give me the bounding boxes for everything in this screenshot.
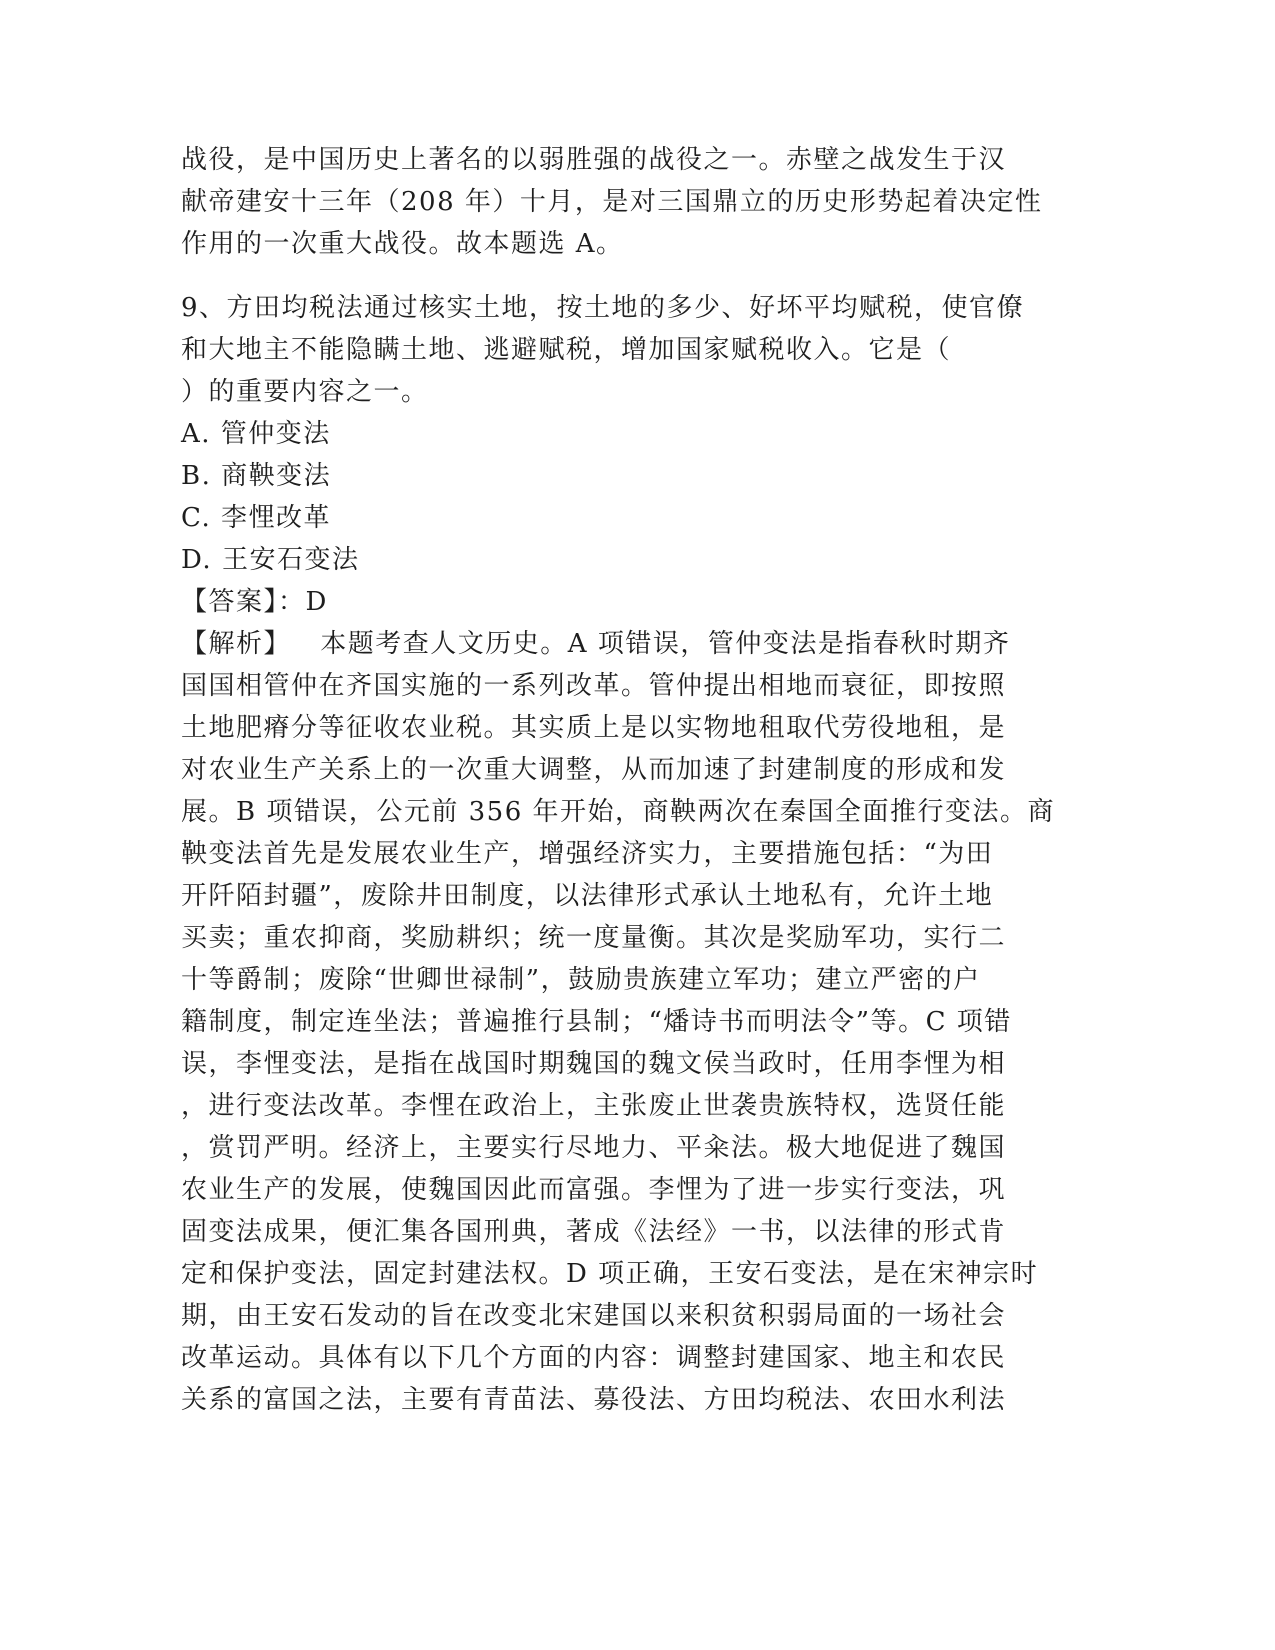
option-b: B. 商鞅变法 (181, 461, 332, 491)
explanation-line: 籍制度，制定连坐法；普遍推行县制；“燔诗书而明法令”等。C 项错 (181, 1007, 1012, 1037)
explanation-line: 误，李悝变法，是指在战国时期魏国的魏文侯当政时，任用李悝为相 (181, 1049, 1007, 1079)
explanation-line: 买卖；重农抑商，奖励耕织；统一度量衡。其次是奖励军功，实行二 (181, 923, 1007, 953)
question-stem-line: 和大地主不能隐瞒土地、逃避赋税，增加国家赋税收入。它是（ (181, 335, 952, 365)
option-a: A. 管仲变法 (181, 419, 331, 449)
explanation-line: 对农业生产关系上的一次重大调整，从而加速了封建制度的形成和发 (181, 755, 1007, 785)
explanation-line: ，进行变法改革。李悝在政治上，主张废止世袭贵族特权，选贤任能 (181, 1091, 1007, 1121)
explanation-line: 定和保护变法，固定封建法权。D 项正确，王安石变法，是在宋神宗时 (181, 1259, 1039, 1289)
explanation-line: ，赏罚严明。经济上，主要实行尽地力、平籴法。极大地促进了魏国 (181, 1133, 1007, 1163)
text-line: 作用的一次重大战役。故本题选 A。 (181, 229, 624, 259)
explanation-line: 改革运动。具体有以下几个方面的内容：调整封建国家、地主和农民 (181, 1343, 1007, 1373)
answer-line: 【答案】：D (181, 587, 328, 617)
option-d: D. 王安石变法 (181, 545, 360, 575)
previous-explanation (181, 139, 1051, 265)
explanation-line: 期，由王安石发动的旨在改变北宋建国以来积贫积弱局面的一场社会 (181, 1301, 1007, 1331)
explanation-line: 展。B 项错误，公元前 356 年开始，商鞅两次在秦国全面推行变法。商 (181, 797, 1056, 827)
question-stem-line: ）的重要内容之一。 (181, 377, 429, 407)
option-c: C. 李悝改革 (181, 503, 331, 533)
explanation-line: 固变法成果，便汇集各国刑典，著成《法经》一书，以法律的形式肯 (181, 1217, 1007, 1247)
explanation-line: 国国相管仲在齐国实施的一系列改革。管仲提出相地而衰征，即按照 (181, 671, 1007, 701)
question-stem-line: 9、方田均税法通过核实土地，按土地的多少、好坏平均赋税，使官僚 (181, 293, 1025, 323)
explanation-line: 鞅变法首先是发展农业生产，增强经济实力，主要措施包括：“为田 (181, 839, 994, 869)
text-line: 献帝建安十三年（208 年）十月，是对三国鼎立的历史形势起着决定性 (181, 187, 1043, 217)
text-line: 战役，是中国历史上著名的以弱胜强的战役之一。赤壁之战发生于汉 (181, 145, 1007, 175)
document-page (181, 139, 1056, 1421)
paragraph-gap (181, 265, 1051, 287)
question-9 (181, 287, 1056, 1421)
explanation-line: 开阡陌封疆”，废除井田制度，以法律形式承认土地私有，允许土地 (181, 881, 994, 911)
explanation-line: 农业生产的发展，使魏国因此而富强。李悝为了进一步实行变法，巩 (181, 1175, 1007, 1205)
explanation-line: 十等爵制；废除“世卿世禄制”，鼓励贵族建立军功；建立严密的户 (181, 965, 981, 995)
explanation (181, 623, 1056, 1421)
explanation-line: 土地肥瘠分等征收农业税。其实质上是以实物地租取代劳役地租，是 (181, 713, 1007, 743)
explanation-line: 【解析】 本题考查人文历史。A 项错误，管仲变法是指春秋时期齐 (181, 629, 1011, 659)
explanation-line: 关系的富国之法，主要有青苗法、募役法、方田均税法、农田水利法 (181, 1385, 1007, 1415)
